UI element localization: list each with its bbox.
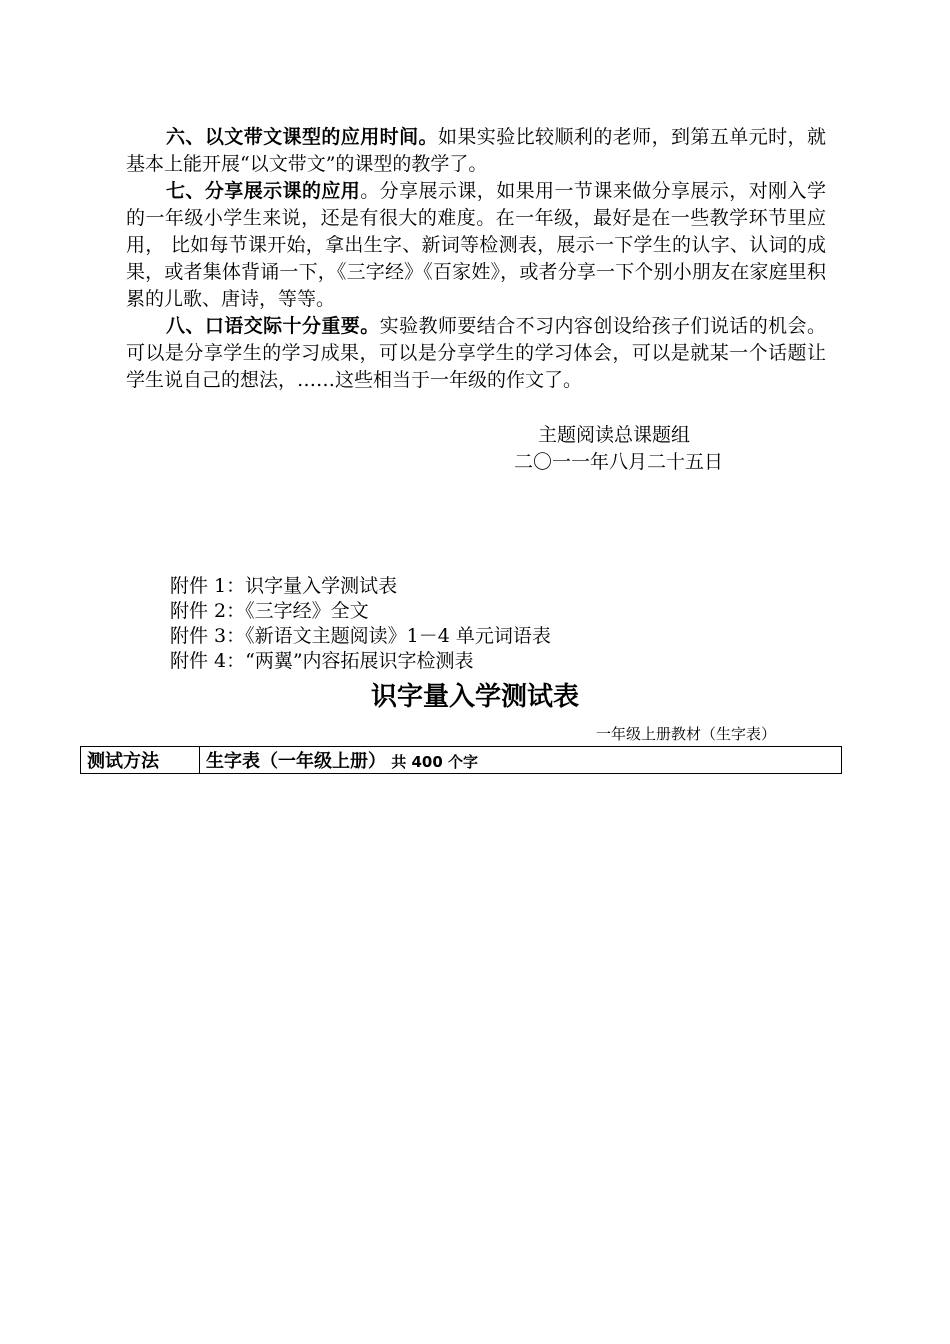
paragraph-six — [126, 124, 826, 178]
attachment-item: 附件 2：《三字经》全文 — [170, 600, 369, 622]
table-value: 生字表（一年级上册） — [206, 751, 386, 772]
attachment-item: 附件 4：“两翼”内容拓展识字检测表 — [170, 650, 474, 672]
paragraph-body: 实验教师要结合不习内容创设给孩子们说话的机会。可以是分享学生的学习成果，可以是分享学生的学习体会，可以是就某一个话题让学生说自己的想法，……这些相当于一年级的作文了。 — [126, 315, 826, 391]
paragraph-body: 。分享展示课，如果用一节课来做分享展示，对刚入学的一年级小学生来说，还是有很大的难度。在一年级，最好是在一些教学环节里应用， 比如每节课开始，拿出生字、新词等检测表，展示一下学生的认字、认词的成果，或者集体背诵一下，《三字经》《百家姓》，或者分享一下个别小朋友在家庭里积累的儿歌、唐诗，等等。 — [126, 180, 826, 310]
paragraph-heading: 六、以文带文课型的应用时间。 — [166, 126, 438, 148]
paragraph-body: 如果实验比较顺利的老师，到第五单元时，就基本上能开展“以文带文”的课型的教学了。 — [126, 126, 826, 175]
table-value-cell — [200, 747, 842, 774]
paragraph-seven — [126, 178, 826, 313]
table-count: 共 400 个字 — [386, 753, 478, 771]
attachment-item: 附件 3：《新语文主题阅读》1－4 单元词语表 — [170, 625, 551, 647]
paragraph-heading: 八、口语交际十分重要。 — [166, 315, 380, 337]
table-label-cell: 测试方法 — [81, 747, 200, 774]
table-row — [81, 747, 842, 774]
signature-date: 二〇一一年八月二十五日 — [514, 451, 724, 473]
test-subtitle: 一年级上册教材（生字表） — [596, 725, 777, 743]
paragraph-heading: 七、分享展示课的应用 — [166, 180, 361, 202]
test-table — [80, 746, 842, 774]
body-text — [126, 124, 826, 394]
signature-group: 主题阅读总课题组 — [538, 424, 691, 446]
paragraph-eight — [126, 313, 826, 394]
attachment-item: 附件 1：识字量入学测试表 — [170, 575, 398, 597]
attachment-list — [170, 574, 551, 674]
test-title: 识字量入学测试表 — [370, 682, 579, 712]
